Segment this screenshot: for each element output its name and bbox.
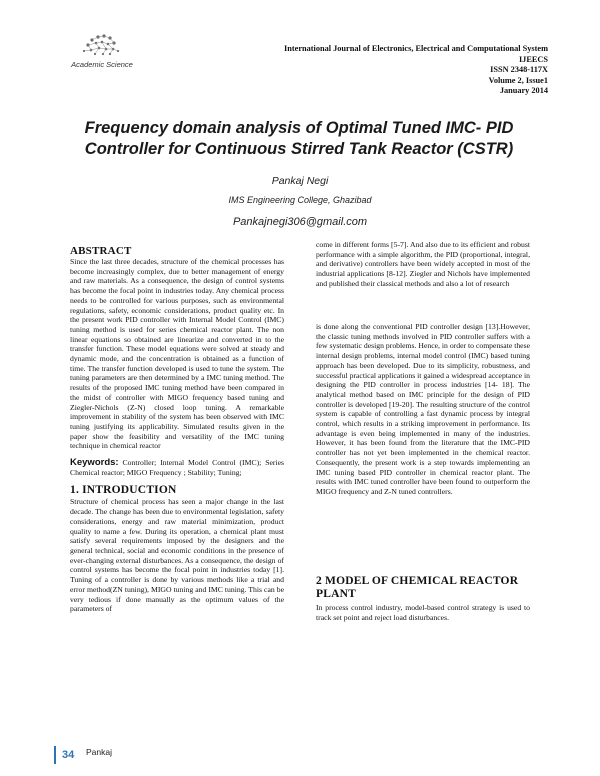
journal-date: January 2014 — [499, 86, 548, 96]
right-column-bottom — [316, 575, 530, 622]
introduction-continued-a: come in different forms [5-7]. And also due to its efficient and robust performance with a simple algorithm, the PID (proportional, integral, and derivative) controllers have been widely accepted in most of the industrial applications [8-12]. Ziegler and Nichols have implemented and published their classical methods and also a lot of research — [316, 240, 530, 288]
paper-title — [40, 118, 558, 160]
footer-divider — [54, 746, 56, 764]
title-line-1: Frequency domain analysis of Optimal Tuned IMC- PID — [84, 119, 514, 137]
left-column — [70, 245, 284, 614]
section2-heading: 2 MODEL OF CHEMICAL REACTOR PLANT — [316, 575, 519, 600]
author-name: Pankaj Negi — [271, 175, 329, 187]
abstract-heading: ABSTRACT — [70, 245, 132, 257]
journal-issn: ISSN 2348-117X — [490, 65, 548, 75]
introduction-heading: 1. INTRODUCTION — [70, 484, 177, 497]
page-number: 34 — [62, 749, 75, 761]
right-column-middle — [316, 322, 530, 497]
academic-science-logo-icon — [62, 32, 142, 62]
journal-header — [284, 44, 548, 97]
title-line-2: Controller for Continuous Stirred Tank Reactor (CSTR) — [84, 140, 514, 158]
right-column-top — [316, 240, 530, 289]
abstract-text: Since the last three decades, structure of the chemical processes has become increasingly complex, due to better management of energy and raw materials. As a consequence, the design of control systems has become the focal point in industries today. Any chemical process needs to be controlled for various purposes, such as environmental regulations, safety, economic considerations, product quality etc. In the present work PID controller with Internal Model Control (IMC) tuning method is used for series chemical reactor plant. The non linear equations so obtained are linearize and converted in to the transfer function. These model equations were solved at steady and dynamic mode, and the concentration is obtained as a function of time. The transfer function developed is used to tune the system. The tuning parameters are then determined by a IMC tuning method. The results of the proposed IMC tuning method have been compared in the midst of controller with MIGO frequency based tuning and Ziegler-Nichols (Z-N) closed loop tuning. A remarkable improvement in stability of the system has been observed with IMC tuning justifying its applicability. Simulated results given in the paper show the feasibility and versatility of the IMC tuning technique in chemical reactor — [70, 257, 284, 451]
introduction-continued-b: is done along the conventional PID controller design [13].However, the classic tuning methods involved in PID controller suffers with a few systematic design problems. Hence, in order to compensate these internal design problems, internal model control (IMC) based tuning approach has been developed. Due to its simplicity, robustness, and successful practical applications it gained a widespread acceptance in designing the PID controller in process industries [14- 18]. The analytical method based on IMC principle for the design of PID controller is developed [19-20]. The resulting structure of the control system is capable of controlling a fast dynamic process by integral control, which results in a striking improvement in performance. Its advantage is even being implemented in many of the industries. However, it has been found from the literature that the IMC-PID controller has not yet been implemented in the chemical reactor. Consequently, the present work is a step towards implementing an IMC tuning based PID controller in chemical reactor plant. The results with IMC tuned controller have been found to outperform the MIGO frequency and Z-N tuned controllers. — [316, 322, 530, 496]
keywords-paragraph — [70, 458, 284, 477]
logo-text: Academic Science — [71, 60, 133, 69]
section2-text: In process control industry, model-based control strategy is used to track set point and reject load disturbances. — [316, 603, 530, 622]
journal-volume: Volume 2, Issue1 — [488, 75, 548, 85]
keywords-text: Controller; Internal Model Control (IMC); Series Chemical reactor; MIGO Frequency ; Stability; Tuning; — [70, 458, 285, 477]
footer-author: Pankaj — [86, 747, 112, 757]
journal-name: International Journal of Electronics, Electrical and Computational System — [284, 44, 548, 53]
author-email[interactable]: Pankajnegi306@gmail.com — [232, 216, 368, 228]
author-affiliation: IMS Engineering College, Ghazibad — [228, 195, 372, 205]
journal-abbr: IJEECS — [518, 54, 548, 64]
publisher-logo — [62, 32, 142, 74]
introduction-text: Structure of chemical process has seen a major change in the last decade. The change has been due to environmental legislation, safety considerations, energy and raw material minimization, product quality to name a few. During its operation, a chemical plant must satisfy several requirements imposed by the designers and the general technical, social and economic conditions in the presence of ever-changing external disturbances. As a consequence, the design of control systems has become the focal point in industries today [1]. Tuning of a controller is done by various methods like a trial and error method(ZN tuning), MIGO tuning and IMC tuning. This can be very tedious if done manually as the optimum values of the parameters of — [70, 497, 284, 614]
keywords-label: Keywords: — [70, 457, 119, 469]
